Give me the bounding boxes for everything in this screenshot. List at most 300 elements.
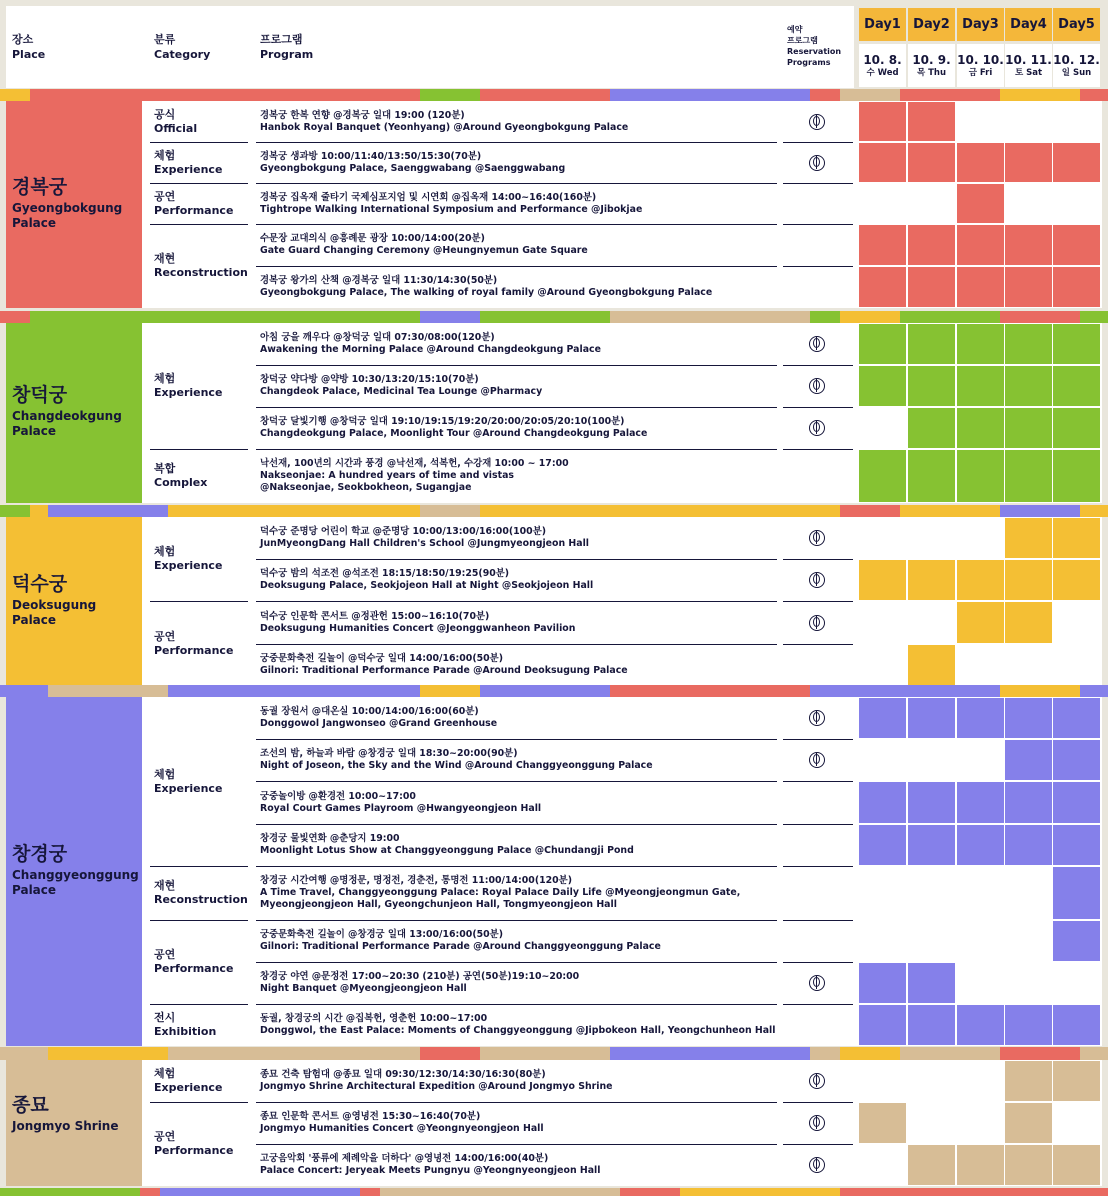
- decorative-band: [0, 505, 1108, 517]
- program-title-en: Moonlight Lotus Show at Changgyeonggung Palace @Chundangji Pond: [260, 845, 634, 856]
- day-cell: [957, 963, 1004, 1003]
- category-divider: [150, 1102, 248, 1103]
- category-ko: 복합: [154, 462, 176, 475]
- category-label: [154, 948, 254, 976]
- band-stripe: [840, 505, 900, 517]
- band-stripe: [610, 89, 810, 101]
- band-stripe: [420, 1047, 480, 1060]
- program-row: [260, 568, 775, 592]
- program-header: [260, 32, 313, 62]
- program-title-en: Night Banquet @Myeongjeongjeon Hall: [260, 983, 467, 994]
- day-cell: [859, 560, 906, 600]
- band-stripe: [0, 1188, 140, 1196]
- program-title-ko: 창경궁 야연 @문정전 17:00~20:30 (210분) 공연(50분)19:10~20:00: [260, 971, 580, 982]
- day-cell: [1053, 602, 1100, 643]
- day-cell: [957, 645, 1004, 685]
- band-stripe: [160, 1188, 360, 1196]
- program-title-ko: 창경궁 물빛연화 @춘당지 19:00: [260, 833, 400, 844]
- day-cell: [908, 1005, 955, 1045]
- category-ko: 체험: [154, 372, 176, 385]
- category-en: Performance: [154, 203, 234, 217]
- program-row: [260, 275, 775, 299]
- row-divider: [783, 449, 853, 450]
- day-cell: [908, 645, 955, 685]
- program-title-en: Royal Court Games Playroom @Hwangyeongjeon Hall: [260, 802, 542, 814]
- day-cell: [859, 366, 906, 406]
- band-stripe: [840, 1047, 900, 1060]
- day-cell: [957, 366, 1004, 406]
- place-name-en-2: Palace: [12, 215, 57, 230]
- row-divider: [256, 601, 777, 602]
- row-divider: [256, 407, 777, 408]
- row-divider: [256, 866, 777, 867]
- day-cell: [957, 1145, 1004, 1185]
- day-cell: [1005, 782, 1052, 823]
- row-divider: [256, 644, 777, 645]
- row-divider: [783, 224, 853, 225]
- program-row: [260, 971, 775, 995]
- category-label: [154, 768, 254, 796]
- day-cell: [1005, 1103, 1052, 1143]
- program-row: [260, 110, 775, 134]
- row-divider: [256, 1144, 777, 1145]
- program-row: [260, 416, 775, 440]
- band-stripe: [1000, 89, 1080, 101]
- band-stripe: [840, 311, 900, 323]
- globe-icon: [809, 1157, 825, 1173]
- category-ko: 재현: [154, 879, 176, 892]
- category-label: [154, 1130, 254, 1158]
- row-divider: [256, 142, 777, 143]
- place-name-en: Changgyeonggung: [12, 867, 139, 882]
- row-divider: [256, 781, 777, 782]
- day-cell: [957, 450, 1004, 502]
- row-divider: [783, 365, 853, 366]
- band-stripe: [420, 505, 480, 517]
- day-cell: [859, 324, 906, 364]
- decorative-band: [0, 311, 1108, 323]
- day-cell: [1053, 782, 1100, 823]
- day-cell: [1053, 645, 1100, 685]
- decorative-band: [0, 1047, 1108, 1060]
- day-cell: [859, 963, 906, 1003]
- day-cell: [1053, 867, 1100, 919]
- day-cell: [1005, 267, 1052, 307]
- day-cell: [908, 184, 955, 223]
- category-en: Performance: [154, 962, 234, 975]
- row-divider: [783, 142, 853, 143]
- place-name-ko: 창경궁: [12, 842, 68, 865]
- category-en: Experience: [154, 559, 223, 572]
- program-title-ko: 덕수궁 준명당 어린이 학교 @준명당 10:00/13:00/16:00(100분): [260, 526, 547, 537]
- category-divider: [150, 183, 248, 184]
- band-stripe: [840, 89, 900, 101]
- band-stripe: [610, 1047, 810, 1060]
- date-header-3: [957, 44, 1004, 87]
- place-name-jongmyo: [12, 1093, 142, 1134]
- category-divider: [150, 224, 248, 225]
- category-label: [154, 190, 254, 218]
- place-name-en: Deoksugung: [12, 597, 97, 612]
- category-en: Complex: [154, 476, 208, 489]
- day-cell: [957, 782, 1004, 823]
- category-en: Reconstruction: [154, 893, 248, 906]
- day-cell: [957, 324, 1004, 364]
- day-cell: [908, 366, 955, 406]
- day-cell: [1053, 560, 1100, 600]
- place-name-en: Gyeongbokgung: [12, 200, 123, 215]
- row-divider: [256, 224, 777, 225]
- weekday-label: 금 Fri: [968, 68, 993, 78]
- decorative-band: [0, 1188, 1108, 1196]
- band-stripe: [1000, 1047, 1080, 1060]
- program-title-ko: 아침 궁을 깨우다 @창덕궁 일대 07:30/08:00(120분): [260, 332, 495, 343]
- date-label: 10. 10.: [957, 53, 1004, 67]
- day-cell: [1053, 102, 1100, 141]
- day-cell: [1005, 921, 1052, 961]
- day-cell: [957, 1061, 1004, 1101]
- place-header-ko: 장소: [12, 33, 34, 46]
- day-cell: [1053, 740, 1100, 780]
- program-row: [260, 1069, 775, 1093]
- program-title-en: Gyeongbokgung Palace, Saenggwabang @Saenggwabang: [260, 162, 566, 174]
- category-ko: 전시: [154, 1011, 176, 1024]
- day-cell: [1005, 1005, 1052, 1045]
- program-title-ko: 동궐 장원서 @대온실 10:00/14:00/16:00(60분): [260, 706, 479, 717]
- program-title-en: Jongmyo Shrine Architectural Expedition @Around Jongmyo Shrine: [260, 1081, 613, 1092]
- day-cell: [1053, 963, 1100, 1003]
- category-en: Exhibition: [154, 1025, 217, 1038]
- day-cell: [859, 1005, 906, 1045]
- row-divider: [256, 739, 777, 740]
- band-stripe: [680, 1188, 840, 1196]
- category-en: Official: [154, 121, 198, 135]
- day-cell: [957, 602, 1004, 643]
- row-divider: [783, 266, 853, 267]
- program-row: [260, 875, 775, 911]
- globe-icon: [809, 1115, 825, 1131]
- day-cell: [908, 602, 955, 643]
- row-divider: [783, 1004, 853, 1005]
- day-cell: [859, 602, 906, 643]
- day-cell: [908, 921, 955, 961]
- category-header-ko: 분류: [154, 33, 176, 46]
- row-divider: [783, 644, 853, 645]
- program-title-ko: 경복궁 왕가의 산책 @경복궁 일대 11:30/14:30(50분): [260, 275, 498, 286]
- place-header: [12, 32, 45, 62]
- day-cell: [1053, 698, 1100, 738]
- program-title-en: Gilnori: Traditional Performance Parade @Around Changgyeonggung Palace: [260, 941, 661, 952]
- row-divider: [783, 739, 853, 740]
- day-cell: [1005, 698, 1052, 738]
- place-header-en: Place: [12, 48, 46, 61]
- day-cell: [1005, 963, 1052, 1003]
- category-en: Experience: [154, 162, 223, 176]
- day-cell: [908, 740, 955, 780]
- day-cell: [1053, 225, 1100, 265]
- day-cell: [1053, 366, 1100, 406]
- program-row: [260, 233, 775, 257]
- program-row: [260, 458, 775, 494]
- place-name-en-2: Palace: [12, 882, 57, 897]
- row-divider: [783, 866, 853, 867]
- day-cell: [1053, 518, 1100, 558]
- category-label: [154, 372, 254, 400]
- place-name-gyeongbokgung: [12, 175, 142, 231]
- band-stripe: [0, 89, 30, 101]
- day-cell: [1005, 366, 1052, 406]
- row-divider: [783, 962, 853, 963]
- program-title-ko: 동궐, 창경궁의 시간 @집복헌, 영춘헌 10:00~17:00: [260, 1013, 488, 1024]
- globe-icon: [809, 336, 825, 352]
- program-row: [260, 1111, 775, 1135]
- row-divider: [783, 1102, 853, 1103]
- category-ko: 공식: [154, 107, 176, 121]
- row-divider: [256, 266, 777, 267]
- program-row: [260, 1013, 775, 1037]
- day-cell: [859, 518, 906, 558]
- row-divider: [256, 962, 777, 963]
- day-cell: [957, 143, 1004, 182]
- band-stripe: [48, 505, 168, 517]
- band-stripe: [1000, 685, 1080, 697]
- day-cell: [1005, 867, 1052, 919]
- category-divider: [150, 142, 248, 143]
- place-name-en: Jongmyo Shrine: [12, 1119, 119, 1133]
- place-name-en-2: Palace: [12, 424, 57, 438]
- row-divider: [256, 183, 777, 184]
- date-header-4: [1005, 44, 1052, 87]
- day-cell: [908, 1145, 955, 1185]
- day-cell: [957, 408, 1004, 448]
- day-cell: [859, 867, 906, 919]
- day-cell: [1053, 1061, 1100, 1101]
- day-cell: [859, 921, 906, 961]
- row-divider: [256, 1102, 777, 1103]
- category-en: Experience: [154, 1081, 223, 1094]
- band-stripe: [0, 505, 30, 517]
- program-title-en: A Time Travel, Changgyeonggung Palace: Royal Palace Daily Life @Myeongjeongmun Gate,: [260, 887, 741, 898]
- date-label: 10. 12.: [1053, 53, 1100, 67]
- program-title-ko: 경복궁 집옥재 줄타기 국제심포지엄 및 시연회 @집옥재 14:00~16:40(160분): [260, 191, 597, 203]
- program-title-ko: 궁중문화축전 길놀이 @창경궁 일대 13:00/16:00(50분): [260, 929, 503, 940]
- day-cell: [859, 1103, 906, 1143]
- program-title-ko: 조선의 밤, 하늘과 바람 @창경궁 일대 18:30~20:00(90분): [260, 748, 518, 759]
- category-en: Experience: [154, 781, 223, 795]
- program-title-en: Night of Joseon, the Sky and the Wind @Around Changgyeonggung Palace: [260, 760, 653, 771]
- day-cell: [1005, 1145, 1052, 1185]
- header-row: [6, 6, 854, 88]
- row-divider: [783, 407, 853, 408]
- category-ko: 공연: [154, 189, 176, 203]
- globe-icon: [809, 615, 825, 631]
- band-stripe: [48, 311, 168, 323]
- category-en: Performance: [154, 1144, 234, 1157]
- category-divider: [150, 601, 248, 602]
- day-cell: [908, 143, 955, 182]
- day-cell: [957, 1005, 1004, 1045]
- category-label: [154, 252, 254, 280]
- program-title-ko: 덕수궁 인문학 콘서트 @정관헌 15:00~16:10(70분): [260, 610, 490, 622]
- day-cell: [908, 825, 955, 865]
- band-stripe: [0, 311, 30, 323]
- day-cell: [957, 102, 1004, 141]
- category-label: [154, 108, 254, 136]
- day-cell: [1053, 1145, 1100, 1185]
- row-divider: [783, 559, 853, 560]
- row-divider: [256, 920, 777, 921]
- program-title-en-2: @Nakseonjae, Seokbokheon, Sugangjae: [260, 482, 472, 493]
- row-divider: [783, 1144, 853, 1145]
- category-ko: 공연: [154, 1130, 176, 1143]
- row-divider: [256, 1004, 777, 1005]
- day-cell: [1053, 267, 1100, 307]
- globe-icon: [809, 530, 825, 546]
- program-title-ko: 궁중문화축전 길놀이 @덕수궁 일대 14:00/16:00(50분): [260, 653, 503, 664]
- program-row: [260, 833, 775, 857]
- program-title-en-2: Myeongjeongjeon Hall, Gyeongchunjeon Hall, Tongmyeongjeon Hall: [260, 899, 617, 910]
- date-label: 10. 11.: [1005, 53, 1052, 67]
- day-cell: [1005, 143, 1052, 182]
- program-title-en: Palace Concert: Jeryeak Meets Pungnyu @Yeongnyeongjeon Hall: [260, 1165, 601, 1176]
- row-divider: [783, 824, 853, 825]
- program-title-en: Awakening the Morning Palace @Around Changdeokgung Palace: [260, 344, 601, 355]
- day-cell: [908, 324, 955, 364]
- category-label: [154, 630, 254, 658]
- date-header-1: [859, 44, 906, 87]
- category-ko: 체험: [154, 1067, 176, 1080]
- category-divider: [150, 920, 248, 921]
- program-row: [260, 653, 775, 677]
- program-title-ko: 종묘 인문학 콘서트 @영녕전 15:30~16:40(70분): [260, 1111, 481, 1122]
- category-label: [154, 879, 254, 907]
- day-cell: [1005, 450, 1052, 502]
- globe-icon: [809, 114, 825, 130]
- program-title-en: Deoksugung Humanities Concert @Jeonggwanheon Pavilion: [260, 622, 576, 634]
- program-title-ko: 경복궁 생과방 10:00/11:40/13:50/15:30(70분): [260, 150, 482, 162]
- category-label: [154, 1067, 254, 1095]
- day-cell: [908, 518, 955, 558]
- day-cell: [908, 1103, 955, 1143]
- day-cell: [1053, 1103, 1100, 1143]
- program-title-en: Nakseonjae: A hundred years of time and vistas: [260, 470, 514, 481]
- day-cell: [957, 825, 1004, 865]
- day-cell: [1053, 184, 1100, 223]
- band-stripe: [610, 505, 810, 517]
- place-name-en: Changdeokgung: [12, 409, 122, 423]
- category-ko: 체험: [154, 767, 176, 781]
- program-row: [260, 929, 775, 953]
- program-title-en: Tightrope Walking International Symposium and Performance @Jibokjae: [260, 203, 643, 215]
- day-cell: [859, 740, 906, 780]
- day-cell: [908, 782, 955, 823]
- day-cell: [859, 267, 906, 307]
- day-cell: [957, 225, 1004, 265]
- day-cell: [908, 408, 955, 448]
- row-divider: [256, 365, 777, 366]
- program-title-ko: 창경궁 시간여행 @명정문, 명정전, 경춘전, 통명전 11:00/14:00(120분): [260, 875, 573, 886]
- day-cell: [908, 963, 955, 1003]
- day-header-3: Day3: [957, 8, 1004, 41]
- program-row: [260, 748, 775, 772]
- day-cell: [957, 698, 1004, 738]
- program-row: [260, 192, 775, 216]
- category-label: [154, 462, 254, 490]
- globe-icon: [809, 572, 825, 588]
- band-stripe: [610, 311, 810, 323]
- category-en: Experience: [154, 386, 223, 399]
- band-stripe: [420, 685, 480, 697]
- category-ko: 재현: [154, 252, 176, 265]
- day-cell: [1005, 825, 1052, 865]
- program-title-en: Deoksugung Palace, Seokjojeon Hall at Night @Seokjojeon Hall: [260, 580, 594, 591]
- day-cell: [859, 1061, 906, 1101]
- weekday-label: 일 Sun: [1061, 68, 1092, 78]
- day-cell: [957, 560, 1004, 600]
- program-title-ko: 경복궁 한복 연향 @경복궁 일대 19:00 (120분): [260, 109, 465, 121]
- row-divider: [256, 824, 777, 825]
- band-stripe: [0, 1047, 30, 1060]
- day-cell: [908, 560, 955, 600]
- date-label: 10. 9.: [912, 53, 951, 67]
- program-row: [260, 1153, 775, 1177]
- category-label: [154, 149, 254, 177]
- program-title-ko: 수문장 교대의식 @흥례문 광장 10:00/14:00(20분): [260, 233, 485, 244]
- day-cell: [1053, 921, 1100, 961]
- band-stripe: [420, 311, 480, 323]
- category-ko: 공연: [154, 948, 176, 961]
- program-title-ko: 덕수궁 밤의 석조전 @석조전 18:15/18:50/19:25(90분): [260, 568, 510, 579]
- program-title-ko: 창덕궁 약다방 @약방 10:30/13:20/15:10(70분): [260, 374, 479, 385]
- day-cell: [957, 184, 1004, 223]
- program-title-en: Changdeok Palace, Medicinal Tea Lounge @Pharmacy: [260, 386, 543, 397]
- day-cell: [908, 102, 955, 141]
- globe-icon: [809, 155, 825, 171]
- day-cell: [859, 408, 906, 448]
- program-title-en: Donggowol Jangwonseo @Grand Greenhouse: [260, 718, 498, 729]
- weekday-label: 수 Wed: [866, 68, 899, 78]
- row-divider: [783, 781, 853, 782]
- day-header-2: Day2: [908, 8, 955, 41]
- category-divider: [150, 1004, 248, 1005]
- globe-icon: [809, 975, 825, 991]
- day-cell: [859, 225, 906, 265]
- day-cell: [859, 184, 906, 223]
- weekday-label: 토 Sat: [1014, 68, 1043, 78]
- program-title-ko: 고궁음악회 '풍류에 제례악을 더하다' @영녕전 14:00/16:00(40분): [260, 1153, 549, 1164]
- category-label: [154, 545, 254, 573]
- program-title-ko: 창덕궁 달빛기행 @창덕궁 일대 19:10/19:15/19:20/20:00/20:05/20:10(100분): [260, 416, 625, 427]
- band-stripe: [380, 1188, 620, 1196]
- place-name-ko: 경복궁: [12, 175, 68, 198]
- weekday-label: 목 Thu: [916, 68, 947, 78]
- program-title-ko: 종묘 건축 탐험대 @종묘 일대 09:30/12:30/14:30/16:30(80분): [260, 1069, 546, 1080]
- band-stripe: [48, 1047, 168, 1060]
- day-cell: [957, 740, 1004, 780]
- globe-icon: [809, 420, 825, 436]
- place-name-changdeokgung: [12, 383, 142, 439]
- band-stripe: [860, 1188, 1108, 1196]
- row-divider: [783, 601, 853, 602]
- day-cell: [859, 782, 906, 823]
- day-cell: [908, 698, 955, 738]
- day-cell: [1005, 645, 1052, 685]
- day-cell: [1005, 602, 1052, 643]
- band-stripe: [48, 685, 168, 697]
- program-row: [260, 151, 775, 175]
- day-cell: [1053, 1005, 1100, 1045]
- category-en: Performance: [154, 643, 234, 657]
